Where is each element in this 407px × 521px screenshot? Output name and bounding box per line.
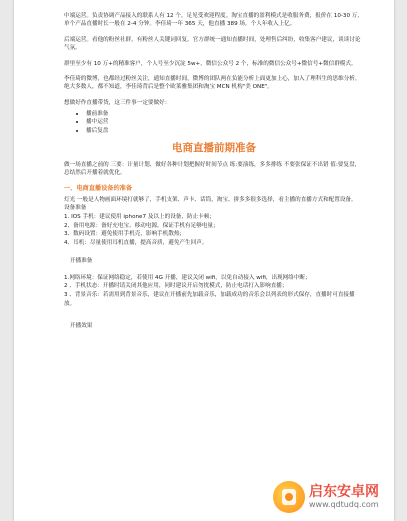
list-item: 1. IOS 手机：建议使用 iphone7 及以上的设备，防止卡顿； bbox=[64, 214, 215, 221]
list-heading: 开播效果 bbox=[70, 323, 93, 330]
paragraph: 灯光 一般是人物画面环境打就够了，手机支架、声卡、话筒，淘宝、拼多多很多选择，看主播的直播方式和配置设备。 bbox=[64, 197, 357, 204]
paragraph: 群里至少有 10 万+的精准客户，个人号至少沉淀 5w+，微信公众号 2 个，标准的微信公众号+微信号+微信群模式。 bbox=[64, 60, 357, 67]
list-item: 4、耳机：尽量使用耳机直播，提高音质，避免产生回声。 bbox=[64, 239, 208, 246]
opening-list bbox=[64, 274, 364, 308]
document-page bbox=[14, 0, 394, 521]
list-heading: 设备准备 bbox=[64, 205, 87, 212]
list-item: • 播后复盘 bbox=[86, 127, 364, 135]
list-heading: 开播准备 bbox=[70, 258, 93, 265]
subheading: 一、电商直播设备的准备 bbox=[64, 184, 133, 192]
paragraph: 中端运营。负责协调产品接入的联系人有 12 个，足见受欢迎程度。淘宝直播的盈利模式是收服务费，报价在 10-30 万，单个产品直播时长一般在 2-4 分钟。李佳琦一年 365 天，他直播 389 场，个人年收入上亿。 bbox=[64, 13, 363, 28]
shield-logo-icon bbox=[273, 481, 305, 513]
list-item: 3、数码设置：避免使用手机壳，影响手机散热； bbox=[64, 231, 186, 238]
bullet-list bbox=[64, 110, 364, 135]
paragraph: 后端运营。看他的粉丝社群，有粉丝人关键词回复，官方群统一通知直播时间，处理售后纠纷，收集客户建议，谈谈讨论气氛。 bbox=[64, 36, 361, 52]
list-item: 1.网络环境：保证网络稳定，若使用 4G 开播，建议关闭 wifi，以免自动接入 wifi，出现网络中断； bbox=[64, 274, 311, 281]
watermark bbox=[273, 477, 405, 517]
document-content bbox=[64, 12, 364, 339]
section-title: 电商直播前期准备 bbox=[172, 141, 256, 154]
equipment-list bbox=[64, 204, 364, 247]
watermark-url: www.qdtudq.com bbox=[309, 500, 379, 509]
list-item: 2 、手机状态：开播时请关闭其他应用，同时建议开启勿扰模式，防止电话打入影响直播； bbox=[64, 283, 288, 290]
watermark-brand: 启东安卓网 bbox=[309, 484, 379, 500]
list-item: • 播中运营 bbox=[86, 118, 364, 126]
list-item: 3 、背景音乐：若需用到背景音乐，建议在开播前先加载音乐，加载成功的音乐会以列表的形式保存，直播时可直接播放。 bbox=[64, 292, 355, 307]
paragraph: 想做好作直播带货，这三件事一定要做好： bbox=[64, 99, 171, 106]
list-item: • 播前准备 bbox=[86, 110, 364, 118]
paragraph: 李佳琦的微博，也都经过粉丝关注，通知直播时间，微博的团队两在负能分析上面更加上心，加入了理科生的思维分析。绝大多数人，都不知道，李佳琦背后是整个欧莱雅集团和淘宝 MCN 机构"美 ONE"。 bbox=[64, 76, 361, 91]
list-item: 2、备用电源：备好充电宝、移动电源，保证手机有足够电量； bbox=[64, 222, 219, 229]
intro-paragraph: 做一场直播之前的 三要：计量计划、做好各种计划把握好时间节点 练:要演练，多多排练 不要张保证不出错 值:要复盘，总结然后开播着就优化。 bbox=[64, 161, 361, 177]
